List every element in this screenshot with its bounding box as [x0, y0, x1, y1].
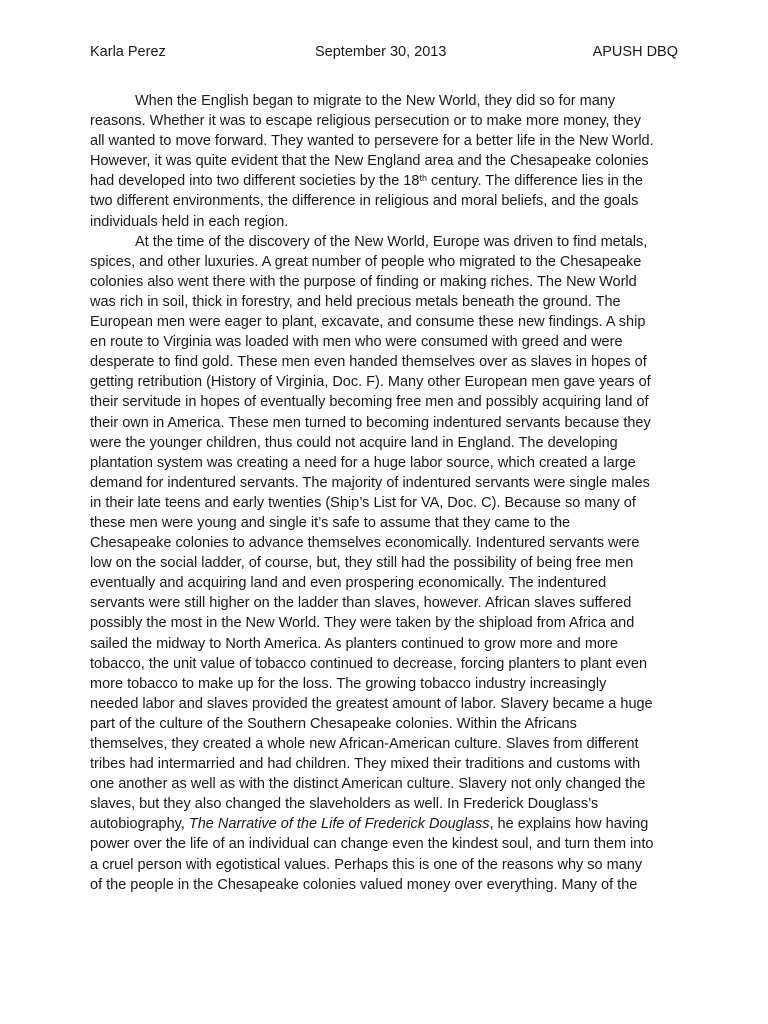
text-line: reasons. Whether it was to escape religious persecution or to make more money, they	[90, 113, 641, 130]
text-segment: autobiography,	[90, 816, 189, 833]
text-line: However, it was quite evident that the New England area and the Chesapeake colonies	[90, 153, 649, 170]
text-line: getting retribution (History of Virginia, Doc. F). Many other European men gave years of	[90, 374, 651, 391]
author-name: Karla Perez	[90, 44, 166, 60]
essay-body	[90, 91, 690, 895]
text-line: in their late teens and early twenties (Ship’s List for VA, Doc. C). Because so many of	[90, 494, 636, 511]
text-line: was rich in soil, thick in forestry, and held precious metals beneath the ground. The	[90, 293, 621, 310]
ordinal-superscript: th	[419, 173, 427, 184]
text-line: low on the social ladder, of course, but, they still had the possibility of being free men	[90, 555, 634, 572]
text-line: all wanted to move forward. They wanted to persevere for a better life in the New World.	[90, 133, 654, 150]
text-line: slaves, but they also changed the slaveholders as well. In Frederick Douglass’s	[90, 796, 599, 813]
text-line: European men were eager to plant, excavate, and consume these new findings. A ship	[90, 314, 646, 331]
text-line	[90, 171, 690, 191]
text-line: demand for indentured servants. The majority of indentured servants were single males	[90, 474, 650, 491]
text-line: individuals held in each region.	[90, 213, 289, 230]
text-line: en route to Virginia was loaded with men who were consumed with greed and were	[90, 334, 623, 351]
text-line: tribes had intermarried and had children. They mixed their traditions and customs with	[90, 756, 641, 773]
text-line: these men were young and single it’s safe to assume that they came to the	[90, 514, 571, 531]
text-line: of the people in the Chesapeake colonies valued money over everything. Many of the	[90, 876, 638, 893]
text-line: Chesapeake colonies to advance themselves economically. Indentured servants were	[90, 535, 640, 552]
text-line: were the younger children, thus could not acquire land in England. The developing	[90, 434, 618, 451]
course-label: APUSH DBQ	[592, 44, 678, 60]
text-line: needed labor and slaves provided the greatest amount of labor. Slavery became a huge	[90, 695, 653, 712]
text-segment: had developed into two different societies by the 18	[90, 173, 420, 190]
text-line: themselves, they created a whole new African-American culture. Slaves from different	[90, 736, 639, 752]
text-line: At the time of the discovery of the New World, Europe was driven to find metals,	[135, 233, 648, 250]
page-header	[90, 44, 678, 66]
text-segment: , he explains how having	[489, 816, 649, 833]
text-line: more tobacco to make up for the loss. The growing tobacco industry increasingly	[90, 675, 607, 692]
text-line	[90, 814, 690, 834]
paragraph-2	[90, 232, 690, 895]
text-line: desperate to find gold. These men even handed themselves over as slaves in hopes of	[90, 354, 647, 371]
text-line: their own in America. These men turned to becoming indentured servants because they	[90, 414, 651, 431]
book-title: The Narrative of the Life of Frederick Douglass	[188, 816, 490, 833]
text-line: plantation system was creating a need for a huge labor source, which created a large	[90, 454, 636, 471]
paragraph-1	[90, 91, 690, 232]
text-segment: century. The difference lies in the	[426, 173, 643, 190]
text-line: tobacco, the unit value of tobacco continued to decrease, forcing planters to plant even	[90, 655, 648, 672]
text-line: possibly the most in the New World. They were taken by the shipload from Africa and	[90, 615, 635, 632]
text-line: spices, and other luxuries. A great number of people who migrated to the Chesapeake	[90, 253, 642, 270]
text-line: power over the life of an individual can change even the kindest soul, and turn them into	[90, 836, 654, 853]
text-line: two different environments, the difference in religious and moral beliefs, and the goals	[90, 193, 639, 210]
text-line: eventually and acquiring land and even prospering economically. The indentured	[90, 575, 607, 592]
text-line: colonies also went there with the purpose of finding or making riches. The New World	[90, 273, 637, 290]
text-line: sailed the midway to North America. As planters continued to grow more and more	[90, 635, 618, 652]
text-line: their servitude in hopes of eventually becoming free men and possibly acquiring land of	[90, 394, 649, 411]
essay-date: September 30, 2013	[315, 44, 447, 60]
text-line: one another as well as with the distinct American culture. Slavery not only changed the	[90, 776, 646, 793]
text-line: When the English began to migrate to the New World, they did so for many	[135, 93, 616, 109]
text-line: part of the culture of the Southern Chesapeake colonies. Within the Africans	[90, 715, 577, 732]
text-line: servants were still higher on the ladder than slaves, however. African slaves suffered	[90, 595, 632, 612]
text-line: a cruel person with egotistical values. Perhaps this is one of the reasons why so many	[90, 856, 643, 873]
